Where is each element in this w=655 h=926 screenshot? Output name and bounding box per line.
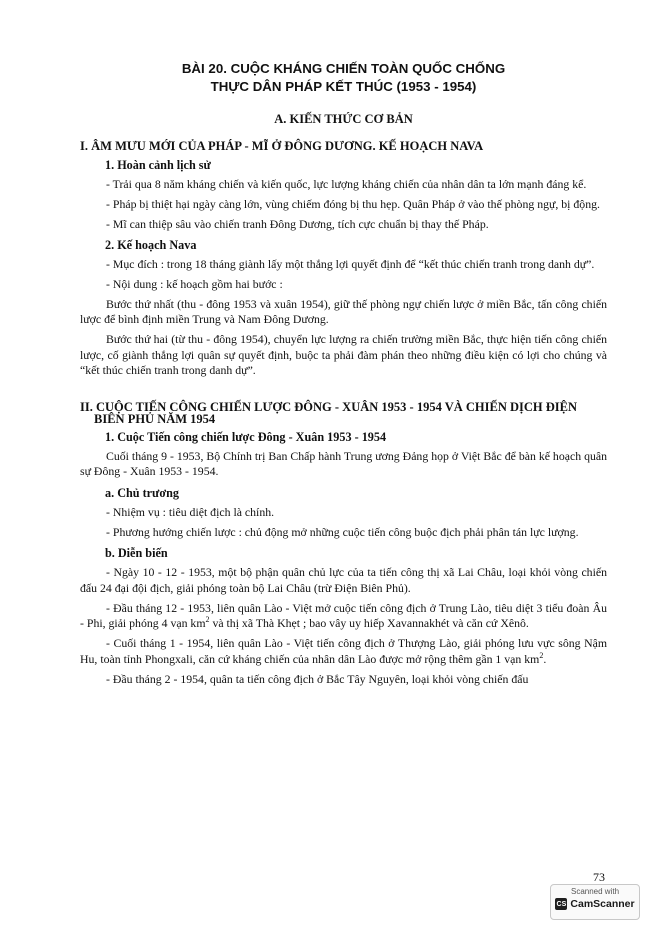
text-run: và thị xã Thà Khẹt ; bao vây uy hiếp Xavannakhét và căn cứ Xênô. <box>209 616 529 630</box>
part2-a-heading: a. Chủ trương <box>105 485 179 500</box>
paragraph: Cuối tháng 9 - 1953, Bộ Chính trị Ban Chấp hành Trung ương Đảng họp ở Việt Bắc để bàn kế hoạch quân sự Đông - Xuân 1953 - 1954. <box>80 448 607 478</box>
text-run: . <box>543 651 547 666</box>
paragraph: Bước thứ hai (từ thu - đông 1954), chuyển lực lượng ra chiến trường miền Bắc, thực hiện tiến công chiến lược, cố giành thắng lợi quân sự quyết định, buộc ta phải đàm phán theo những điều kiện có lợi cho chúng và “kết thúc chiến tranh trong danh dự”. <box>80 332 607 377</box>
lesson-title-line-1: BÀI 20. CUỘC KHÁNG CHIẾN TOÀN QUỐC CHỐNG <box>181 61 506 76</box>
camscanner-logo-icon: CS <box>555 898 567 910</box>
paragraph: - Ngày 10 - 12 - 1953, một bộ phận quân chủ lực của ta tiến công thị xã Lai Châu, loại khỏi vòng chiến đấu 24 đại đội địch, giải phóng toàn bộ Lai Châu (trừ Điện Biên Phủ). <box>80 565 607 595</box>
paragraph: - Nội dung : kế hoạch gồm hai bước : <box>106 276 283 291</box>
watermark-brand: CamScanner <box>570 898 635 910</box>
paragraph: - Trải qua 8 năm kháng chiến và kiến quốc, lực lượng kháng chiến của nhân dân ta lớn mạnh đáng kể. <box>106 177 587 191</box>
paragraph: Bước thứ nhất (thu - đông 1953 và xuân 1954), giữ thế phòng ngự chiến lược ở miền Bắc, tấn công chiến lược để bình định miền Trung và Nam Đông Dương. <box>80 296 607 326</box>
paragraph: - Mĩ can thiệp sâu vào chiến tranh Đông Dương, tích cực chuẩn bị thay thế Pháp. <box>106 217 489 231</box>
watermark-caption: Scanned with <box>570 887 620 896</box>
superscript: 2 <box>539 650 544 660</box>
part2-b-heading: b. Diễn biến <box>105 546 168 560</box>
paragraph: - Phương hướng chiến lược : chủ động mở những cuộc tiến công buộc địch phải phân tán lực lượng. <box>106 524 579 539</box>
paragraph <box>80 601 607 632</box>
section-a-heading: A. KIẾN THỨC CƠ BẢN <box>274 112 413 126</box>
camscanner-watermark <box>550 884 640 920</box>
paragraph: - Nhiệm vụ : tiêu diệt địch là chính. <box>106 504 275 519</box>
paragraph: - Mục đích : trong 18 tháng giành lấy một thắng lợi quyết định để “kết thúc chiến tranh trong danh dự”. <box>106 256 595 271</box>
part2-sub1-heading: 1. Cuộc Tiến công chiến lược Đông - Xuân 1953 - 1954 <box>105 429 387 444</box>
paragraph: - Pháp bị thiệt hại ngày càng lớn, vùng chiếm đóng bị thu hẹp. Quân Pháp ở vào thế phòng ngự, bị động. <box>106 197 600 211</box>
watermark-row <box>551 898 639 910</box>
text-run: - Cuối tháng 1 - 1954, liên quân Lào - Việt tiến công địch ở Thượng Lào, giải phóng lưu vực sông Nậm Hu, toàn tỉnh Phongxali, căn cứ kháng chiến của nhân dân Lào được mở rộng thêm gần 1 vạn km <box>80 636 607 666</box>
text-run: - Đầu tháng 12 - 1953, liên quân Lào - Việt mở cuộc tiến công địch ở Trung Lào, tiêu diệt 3 tiểu đoàn Âu - Phi, giải phóng 4 vạn km <box>80 600 607 630</box>
part1-sub1-heading: 1. Hoàn cảnh lịch sử <box>105 158 211 172</box>
paragraph <box>80 636 607 667</box>
part1-heading: I. ÂM MƯU MỚI CỦA PHÁP - MĨ Ở ĐÔNG DƯƠNG. KẾ HOẠCH NAVA <box>80 139 484 153</box>
page-content <box>80 60 607 692</box>
paragraph: - Đầu tháng 2 - 1954, quân ta tiến công địch ở Bắc Tây Nguyên, loại khỏi vòng chiến đấu <box>106 671 529 686</box>
page-number: 73 <box>593 870 605 884</box>
part1-sub2-heading: 2. Kế hoạch Nava <box>105 237 197 252</box>
lesson-title-line-2: THỰC DÂN PHÁP KẾT THÚC (1953 - 1954) <box>210 79 477 94</box>
superscript: 2 <box>205 615 210 625</box>
part2-heading: II. CUỘC TIẾN CÔNG CHIẾN LƯỢC ĐÔNG - XUÂN 1953 - 1954 VÀ CHIẾN DỊCH ĐIỆN BIÊN PHỦ NĂM 1954 <box>80 399 578 426</box>
